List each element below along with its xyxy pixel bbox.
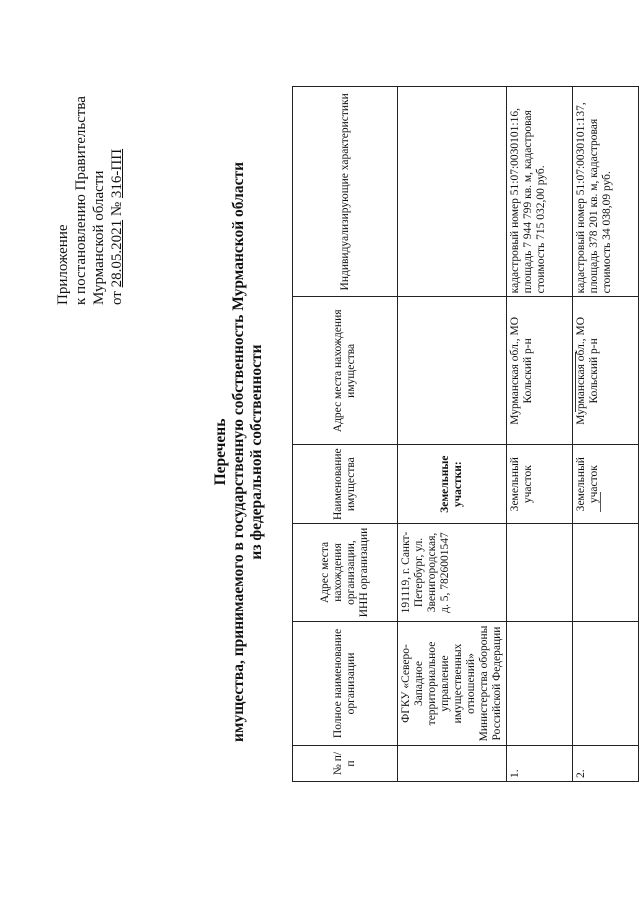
margin-mark bbox=[600, 492, 601, 512]
header-property-name: Наименование имущества bbox=[293, 445, 398, 524]
appendix-block bbox=[54, 65, 126, 305]
row-property-address: Мурманская обл., МО Кольский р-н bbox=[507, 297, 573, 445]
row-org-address-cell bbox=[573, 524, 639, 622]
row-characteristics: кадастровый номер 51:07:0030101:137, площадь 378 201 кв. м, кадастровая стоимость 34 038,09 руб. bbox=[573, 87, 639, 297]
org-num-cell bbox=[398, 746, 507, 782]
table-header-row bbox=[293, 87, 398, 782]
from-label: от bbox=[109, 291, 125, 305]
property-table bbox=[292, 86, 639, 782]
title-line-3: из федеральной собственности bbox=[248, 344, 265, 560]
number-label: № bbox=[109, 201, 125, 217]
row-num: 2. bbox=[573, 746, 639, 782]
row-property-address: Мурманская обл., МО Кольский р-н bbox=[573, 297, 639, 445]
org-property-address-cell bbox=[398, 297, 507, 445]
title-line-1: Перечень bbox=[212, 418, 229, 486]
header-characteristics: Индивидуализирующие характеристики bbox=[293, 87, 398, 297]
row-characteristics: кадастровый номер 51:07:0030101:16, площадь 7 944 799 кв. м, кадастровая стоимость 715 032,00 руб. bbox=[507, 87, 573, 297]
end-divider bbox=[575, 352, 576, 412]
row-org-cell bbox=[573, 622, 639, 746]
title-line-2: имущества, принимаемого в государственную собственность Мурманской области bbox=[230, 161, 247, 743]
org-address: 191119, г. Санкт-Петербург, ул. Звенигородская, д. 5, 7826001547 bbox=[398, 524, 507, 622]
row-num: 1. bbox=[507, 746, 573, 782]
header-org-name: Полное наименование организации bbox=[293, 622, 398, 746]
document-title bbox=[212, 42, 266, 862]
org-characteristics-cell bbox=[398, 87, 507, 297]
org-row bbox=[398, 87, 507, 782]
table-row bbox=[573, 87, 639, 782]
header-num: № п/п bbox=[293, 746, 398, 782]
row-property-name: Земельный участок bbox=[507, 445, 573, 524]
row-org-address-cell bbox=[507, 524, 573, 622]
table-row bbox=[507, 87, 573, 782]
appendix-date-line bbox=[108, 65, 126, 305]
row-org-cell bbox=[507, 622, 573, 746]
rotated-sheet bbox=[40, 42, 613, 862]
appendix-line-3: Мурманской области bbox=[91, 170, 107, 305]
decree-date: 28.05.2021 bbox=[109, 219, 125, 288]
header-property-address: Адрес места нахождения имущества bbox=[293, 297, 398, 445]
org-name: ФГКУ «Северо-Западное территориальное управление имущественных отношений» Министерства обороны Российской Федерации bbox=[398, 622, 507, 746]
row-property-name: Земельный участок bbox=[573, 445, 639, 524]
section-label: Земельные участки: bbox=[398, 445, 507, 524]
decree-number: 316-ПП bbox=[109, 148, 125, 199]
appendix-line-1: Приложение bbox=[55, 224, 71, 305]
appendix-line-2: к постановлению Правительства bbox=[73, 96, 89, 305]
header-org-address: Адрес места нахождения организации, ИНН организации bbox=[293, 524, 398, 622]
